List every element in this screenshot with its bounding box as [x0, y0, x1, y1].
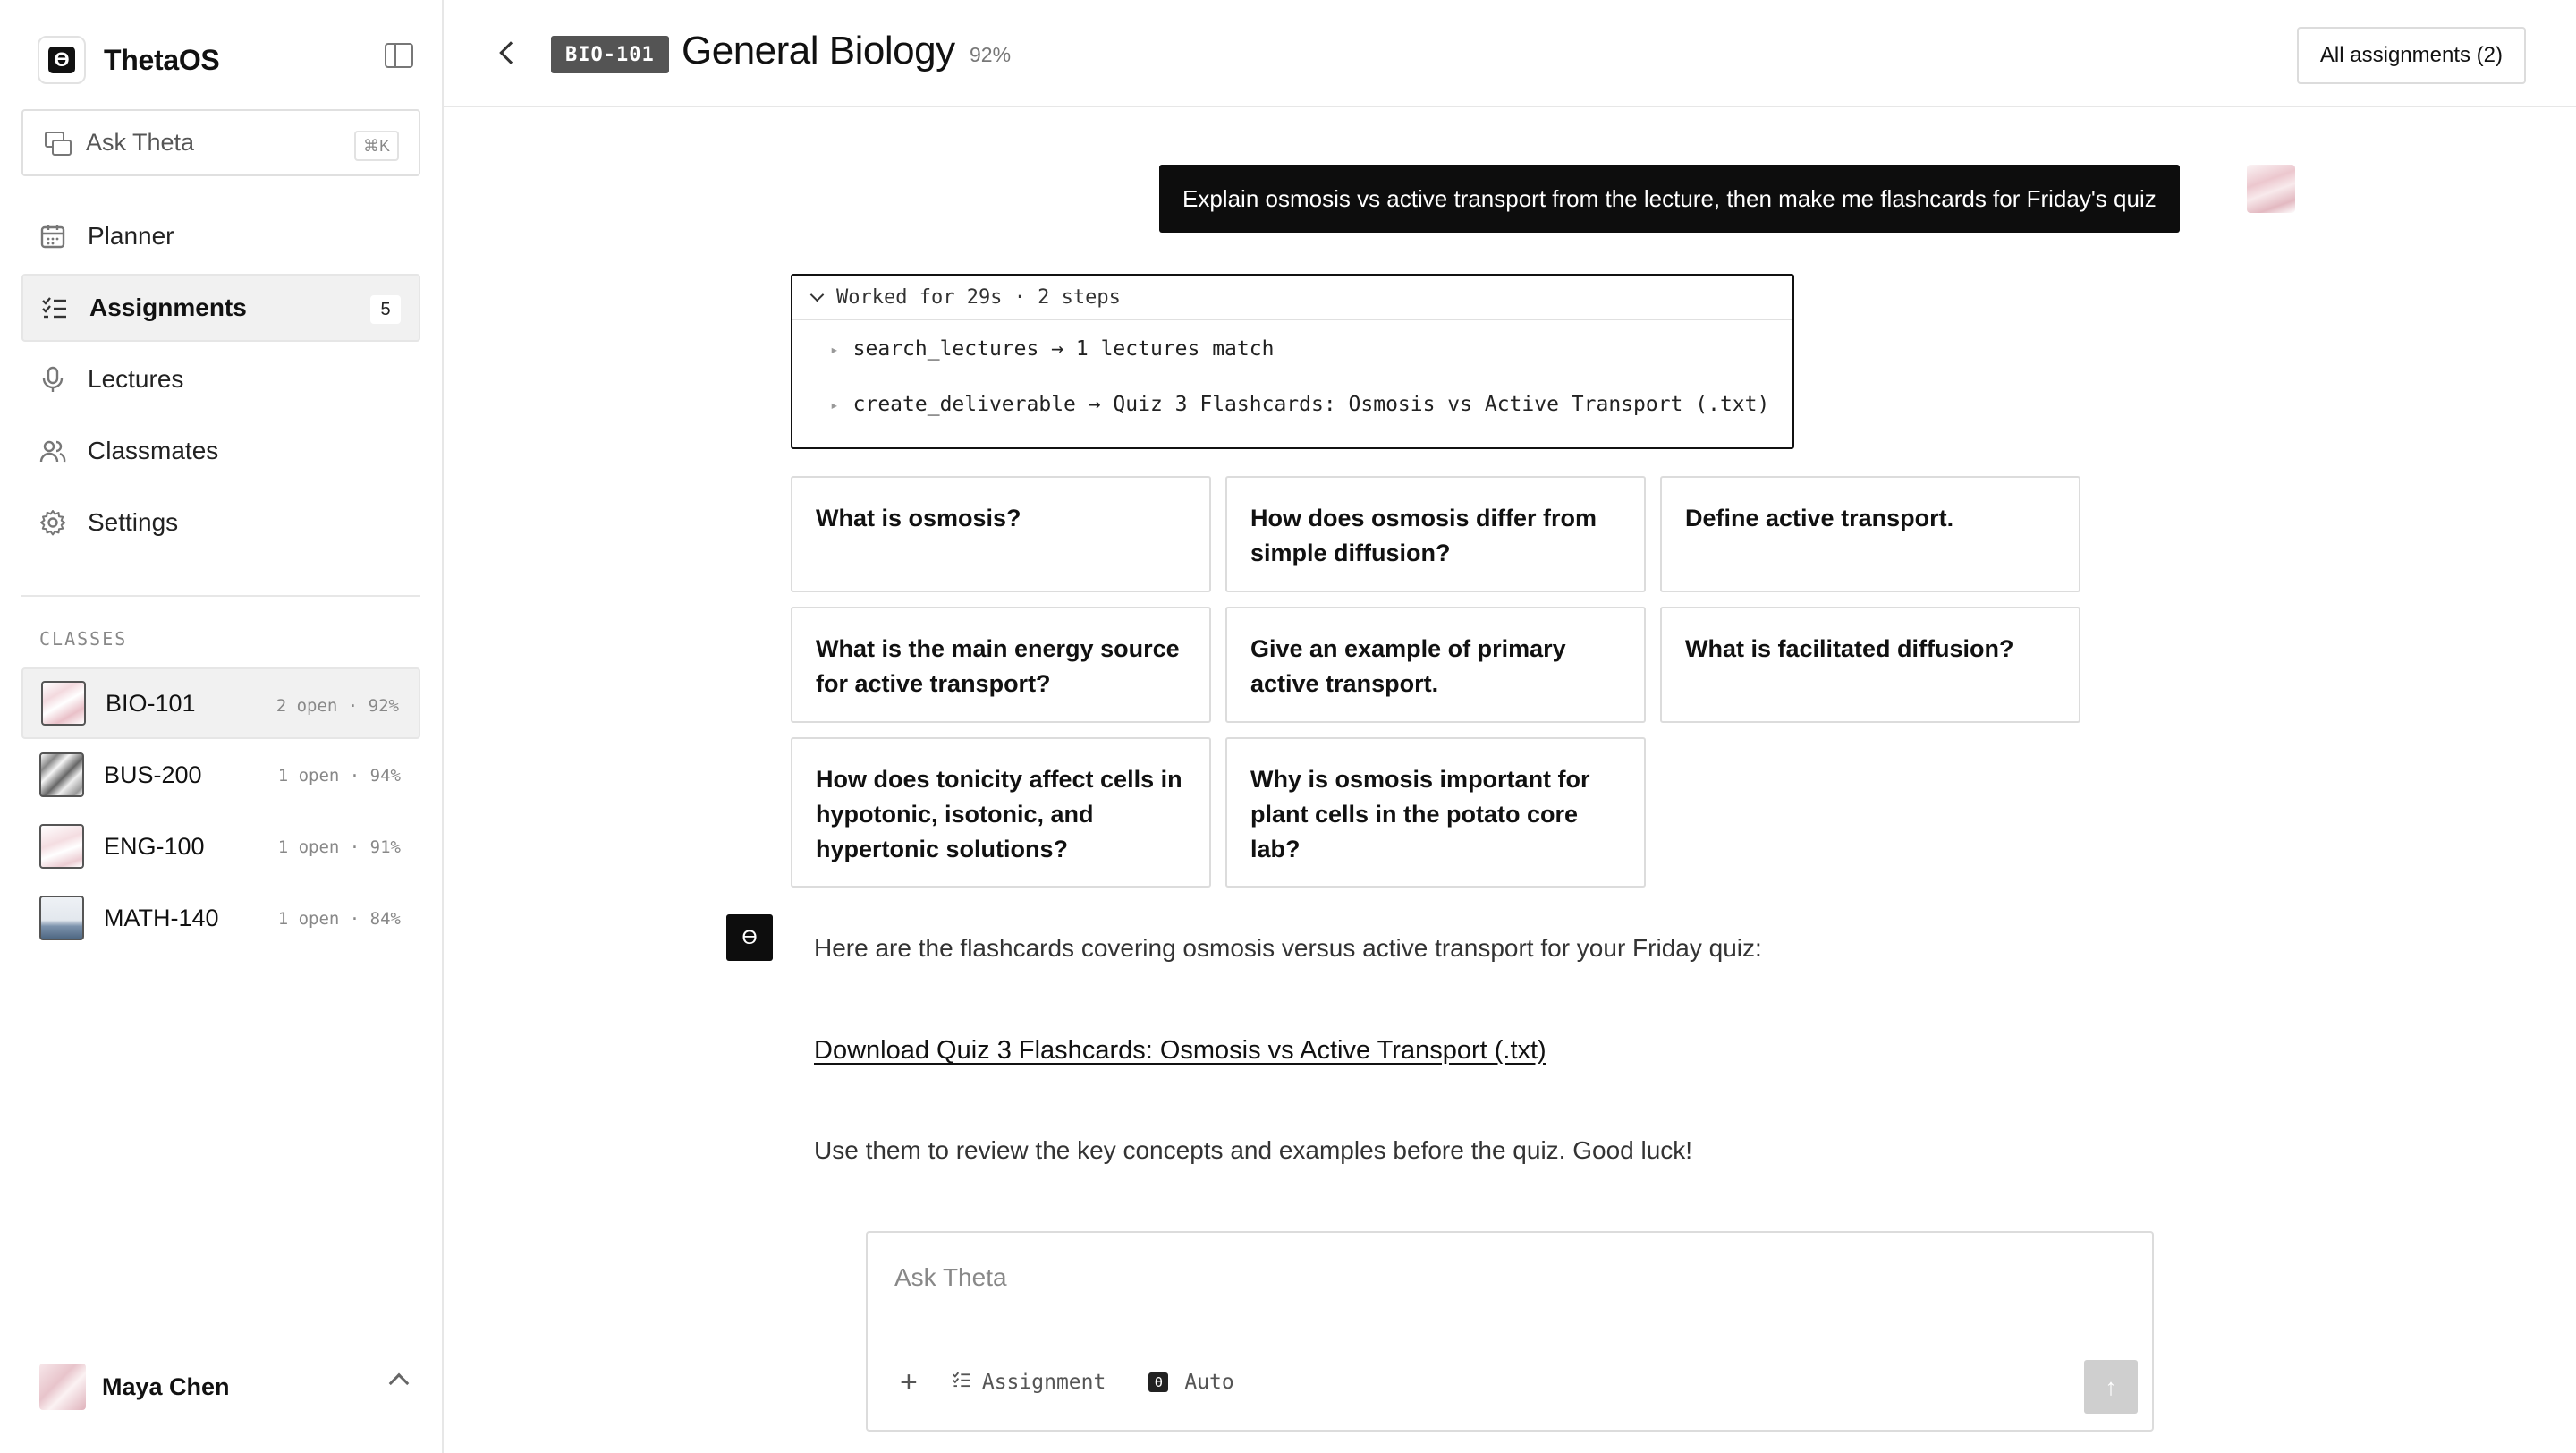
class-meta: 2 open · 92%: [275, 696, 399, 716]
ask-theta-label: Ask Theta: [86, 129, 195, 156]
model-auto-label: Auto: [1184, 1371, 1234, 1394]
class-item-bus-200[interactable]: [21, 739, 420, 811]
assignments-count-badge: 5: [370, 295, 401, 324]
flashcard[interactable]: What is osmosis?: [791, 476, 1211, 592]
flashcard[interactable]: How does osmosis differ from simple diffusion?: [1225, 476, 1646, 592]
tool-steps-panel: [791, 274, 1794, 449]
user-menu[interactable]: [39, 1364, 406, 1410]
theta-logo-icon: ϴ: [1148, 1372, 1168, 1392]
page-title: General Biology: [682, 29, 955, 72]
classes-heading: CLASSES: [39, 628, 128, 650]
class-thumbnail: [39, 752, 84, 797]
gear-icon: [39, 509, 66, 536]
microphone-icon: [39, 366, 66, 393]
class-code: ENG-100: [104, 832, 205, 860]
composer-toolbar: [900, 1367, 1277, 1398]
course-header: [444, 0, 2576, 107]
class-meta: 1 open · 84%: [277, 909, 401, 929]
all-assignments-button[interactable]: All assignments (2): [2297, 27, 2526, 84]
caret-right-icon: ▸: [830, 340, 839, 358]
calendar-icon: [39, 223, 66, 250]
plus-icon[interactable]: +: [900, 1365, 918, 1399]
checklist-icon: [952, 1371, 971, 1394]
step-item[interactable]: [792, 320, 1792, 378]
user-name: Maya Chen: [102, 1372, 230, 1400]
nav-item-settings[interactable]: [21, 489, 420, 557]
avatar: [2247, 165, 2295, 213]
sidebar: [0, 0, 444, 1453]
nav-label: Planner: [88, 222, 174, 250]
step-text: search_lectures → 1 lectures match: [852, 337, 1275, 361]
flashcard[interactable]: What is facilitated diffusion?: [1660, 607, 2080, 723]
shortcut-badge: ⌘K: [354, 131, 399, 161]
classes-list: [21, 667, 420, 954]
back-chevron-icon[interactable]: [499, 41, 521, 64]
class-meta: 1 open · 91%: [277, 837, 401, 857]
nav-item-planner[interactable]: [21, 202, 420, 270]
nav-item-lectures[interactable]: [21, 345, 420, 413]
send-button[interactable]: [2084, 1360, 2138, 1414]
nav-item-assignments[interactable]: [21, 274, 420, 342]
course-code-badge: BIO-101: [551, 36, 669, 73]
step-text: create_deliverable → Quiz 3 Flashcards: Osmosis vs Active Transport (.txt): [852, 393, 1770, 416]
theta-logo-icon: [38, 36, 86, 84]
class-item-math-140[interactable]: [21, 882, 420, 954]
course-grade: 92%: [970, 43, 1012, 66]
assignment-mode-label: Assignment: [981, 1371, 1106, 1394]
avatar: [39, 1364, 86, 1410]
flashcard[interactable]: Give an example of primary active transport.: [1225, 607, 1646, 723]
class-code: BUS-200: [104, 760, 202, 788]
nav-label: Lectures: [88, 365, 184, 393]
class-thumbnail: [39, 896, 84, 940]
download-flashcards-link[interactable]: Download Quiz 3 Flashcards: Osmosis vs Active Transport (.txt): [814, 1036, 1546, 1065]
app-name: ThetaOS: [104, 43, 220, 76]
nav-label: Classmates: [88, 437, 219, 464]
brand[interactable]: [38, 36, 219, 84]
main-nav: [21, 202, 420, 560]
assignment-mode-button[interactable]: [952, 1371, 1106, 1394]
composer[interactable]: [866, 1231, 2154, 1432]
response-intro: Here are the flashcards covering osmosis versus active transport for your Friday quiz:: [814, 934, 1762, 962]
nav-label: Assignments: [89, 293, 247, 321]
response-outro: Use them to review the key concepts and examples before the quiz. Good luck!: [814, 1136, 1693, 1164]
class-thumbnail: [39, 824, 84, 869]
model-auto-button[interactable]: [1148, 1371, 1233, 1394]
steps-toggle[interactable]: [792, 276, 1792, 320]
nav-item-classmates[interactable]: [21, 417, 420, 485]
ask-theta-button[interactable]: [21, 109, 420, 176]
flashcard[interactable]: What is the main energy source for active transport?: [791, 607, 1211, 723]
composer-input[interactable]: Ask Theta: [894, 1263, 1007, 1291]
class-code: BIO-101: [106, 689, 196, 717]
chevron-down-icon: [810, 287, 825, 302]
sidebar-toggle-icon[interactable]: [385, 43, 413, 68]
users-icon: [39, 438, 66, 464]
flashcard[interactable]: Define active transport.: [1660, 476, 2080, 592]
theta-assistant-icon: ϴ: [726, 914, 773, 961]
user-message: Explain osmosis vs active transport from the lecture, then make me flashcards for Friday's quiz: [1159, 165, 2180, 233]
class-item-eng-100[interactable]: [21, 811, 420, 882]
sidebar-divider: [21, 595, 420, 597]
flashcard[interactable]: How does tonicity affect cells in hypotonic, isotonic, and hypertonic solutions?: [791, 737, 1211, 888]
theta-glyph: ϴ: [48, 47, 75, 73]
arrow-up-icon: ↑: [2105, 1372, 2117, 1400]
checklist-icon: [41, 294, 68, 321]
class-thumbnail: [41, 681, 86, 726]
class-code: MATH-140: [104, 904, 219, 931]
flashcard[interactable]: Why is osmosis important for plant cells in the potato core lab?: [1225, 737, 1646, 888]
chevron-up-icon: [389, 1373, 410, 1394]
class-item-bio-101[interactable]: [21, 667, 420, 739]
steps-summary: Worked for 29s · 2 steps: [836, 285, 1121, 309]
caret-right-icon: ▸: [830, 395, 839, 413]
class-meta: 1 open · 94%: [277, 766, 401, 786]
nav-label: Settings: [88, 508, 179, 536]
chat-icon: [45, 132, 70, 155]
step-item[interactable]: [792, 376, 1792, 433]
